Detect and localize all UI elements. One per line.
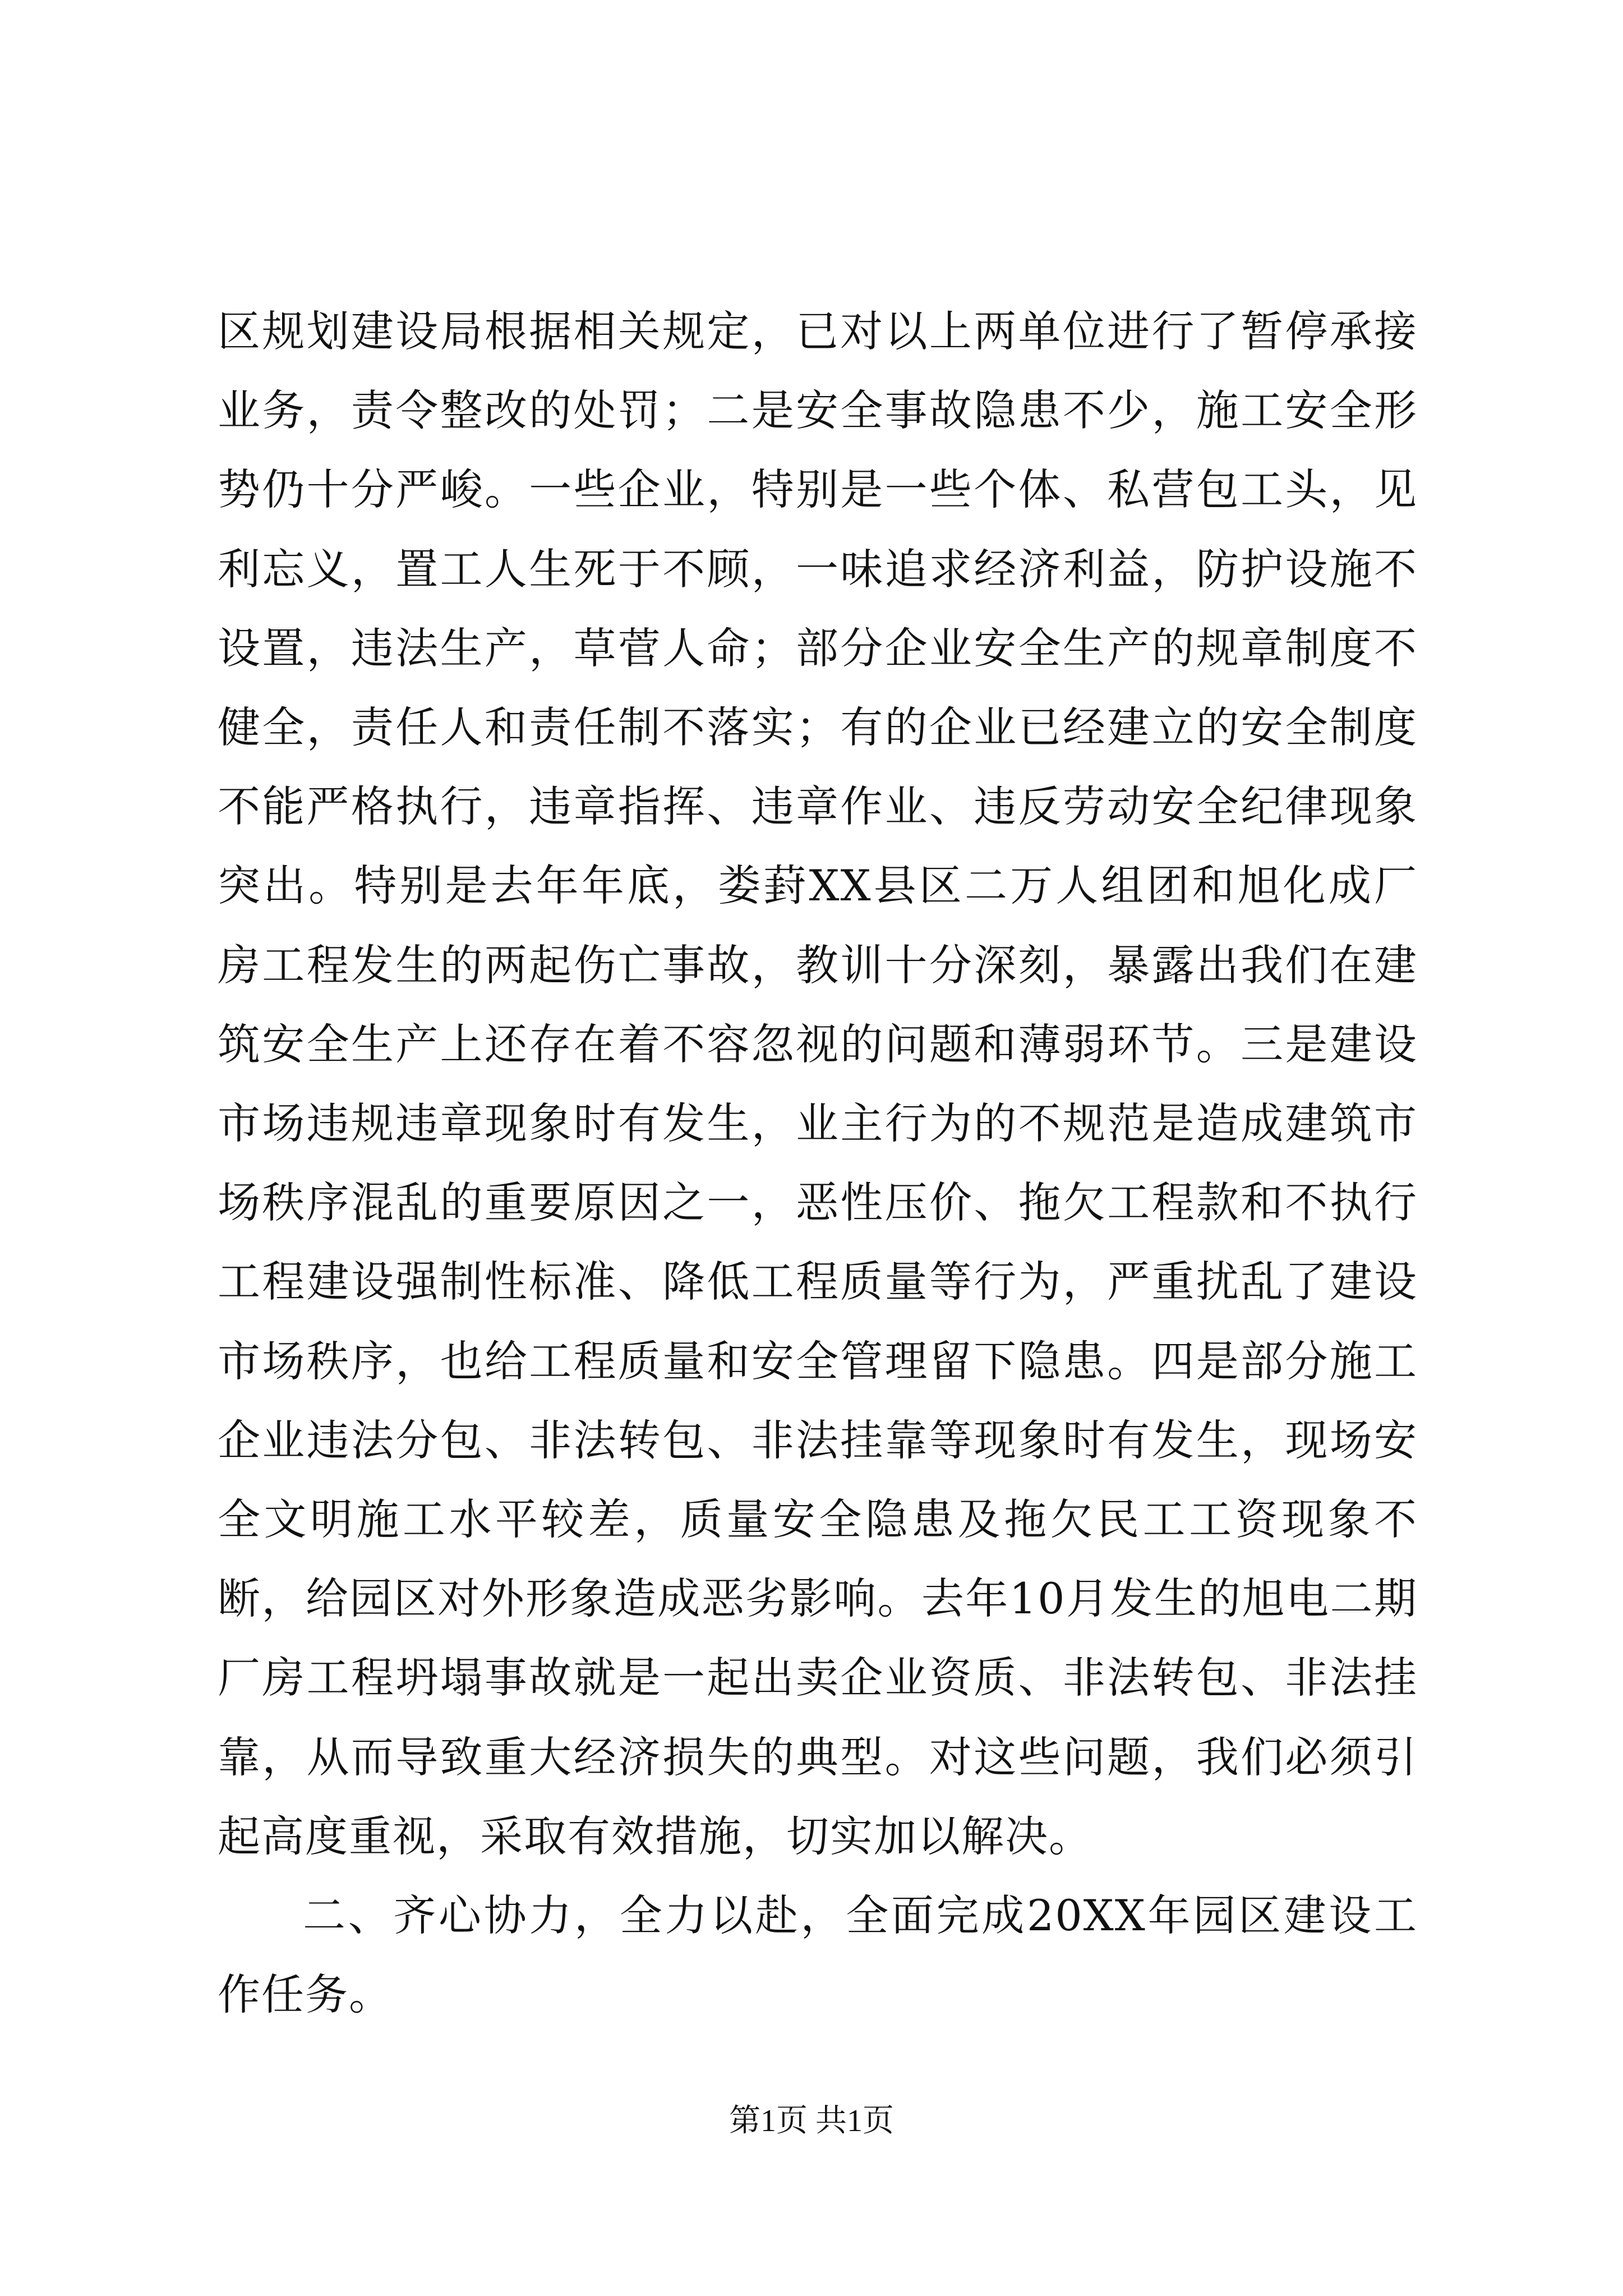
page-footer: 第1页 共1页	[729, 2104, 894, 2138]
document-body	[218, 292, 1418, 2034]
body-paragraph-continuation: 区规划建设局根据相关规定，已对以上两单位进行了暂停承接业务，责令整改的处罚；二是安全事故隐患不少，施工安全形势仍十分严峻。一些企业，特别是一些个体、私营包工头，见利忘义，置工人生死于不顾，一味追求经济利益，防护设施不设置，违法生产，草菅人命；部分企业安全生产的规章制度不健全，责任人和责任制不落实；有的企业已经建立的安全制度不能严格执行，违章指挥、违章作业、违反劳动安全纪律现象突出。特别是去年年底，娄葑XX县区二万人组团和旭化成厂房工程发生的两起伤亡事故，教训十分深刻，暴露出我们在建筑安全生产上还存在着不容忽视的问题和薄弱环节。三是建设市场违规违章现象时有发生，业主行为的不规范是造成建筑市场秩序混乱的重要原因之一，恶性压价、拖欠工程款和不执行工程建设强制性标准、降低工程质量等行为，严重扰乱了建设市场秩序，也给工程质量和安全管理留下隐患。四是部分施工企业违法分包、非法转包、非法挂靠等现象时有发生，现场安全文明施工水平较差，质量安全隐患及拖欠民工工资现象不断，给园区对外形象造成恶劣影响。去年10月发生的旭电二期厂房工程坍塌事故就是一起出卖企业资质、非法转包、非法挂靠，从而导致重大经济损失的典型。对这些问题，我们必须引起高度重视，采取有效措施，切实加以解决。	[218, 306, 1418, 1861]
section-heading-paragraph: 二、齐心协力，全力以赴，全面完成20XX年园区建设工作任务。	[218, 1890, 1418, 2020]
